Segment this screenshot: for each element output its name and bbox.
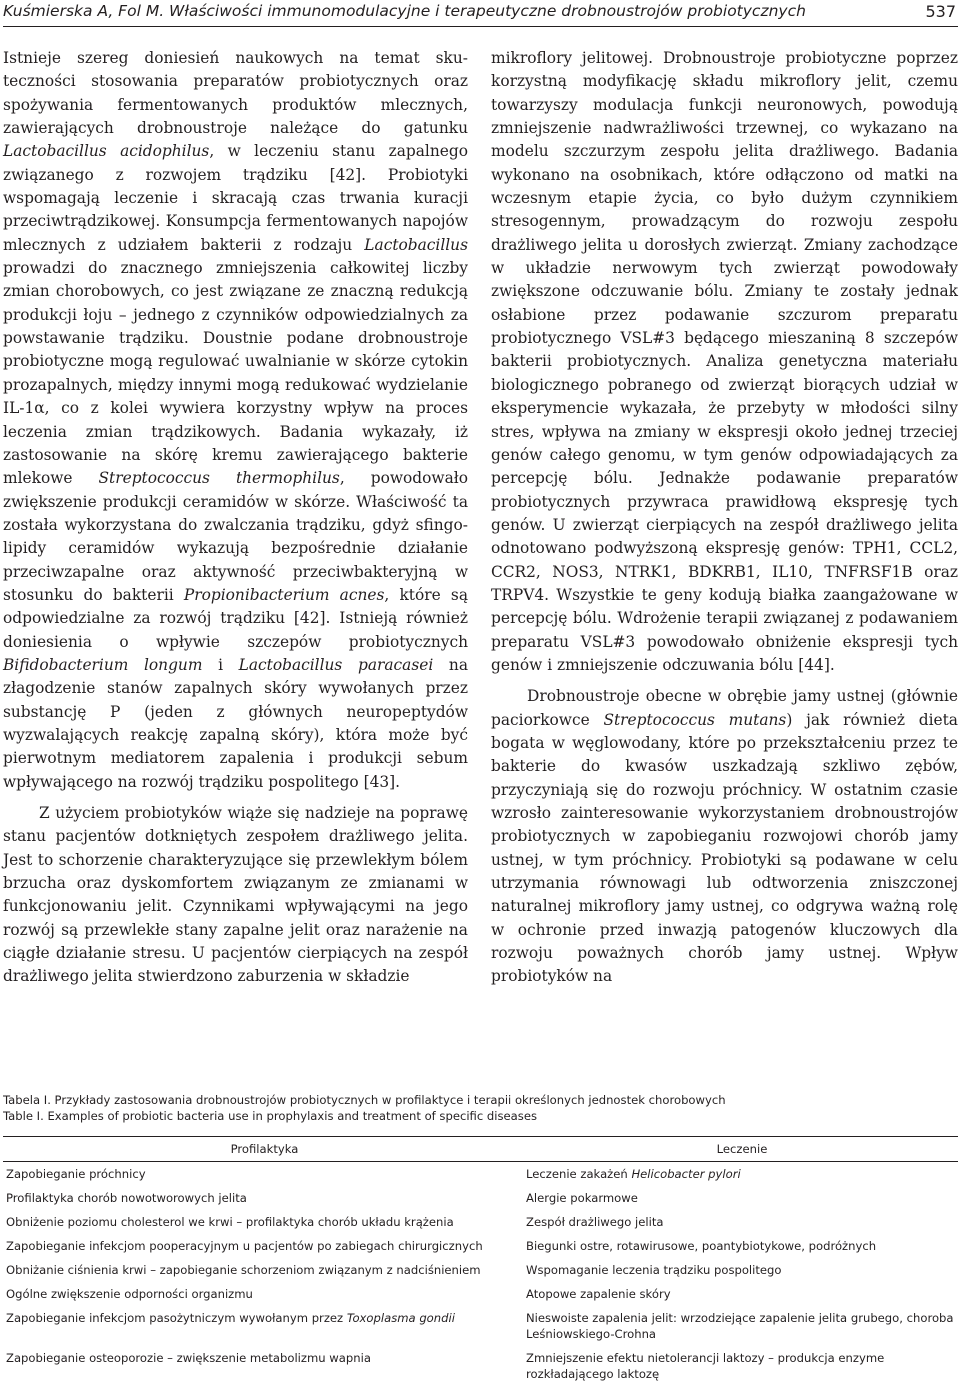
table-row (3, 1258, 958, 1282)
examples-table (3, 1136, 958, 1386)
table-caption-polish: Tabela I. Przykłady zastosowania drobnoustrojów probiotycznych w profilaktyce i terapii określonych jednostek chorobowych (3, 1093, 726, 1107)
right-text-column (491, 47, 958, 989)
treatment-cell: Nieswoiste zapalenia jelit: wrzodziejące zapalenie jelita grubego, choroba Leśniowskiego-Crohna (526, 1311, 954, 1341)
table-row (3, 1234, 958, 1258)
prophylaxis-cell: Profilaktyka chorób nowotworowych jelita (6, 1191, 247, 1205)
table-row (3, 1162, 958, 1187)
page-number: 537 (925, 2, 956, 21)
treatment-cell: Zmniejszenie efektu nietolerancji laktozy – produkcja enzyme rozkładającego laktozę (526, 1351, 885, 1381)
table-row (3, 1306, 958, 1346)
treatment-cell: Wspomaganie leczenia trądziku pospolitego (526, 1263, 782, 1277)
table-caption-english: Table I. Examples of probiotic bacteria use in prophylaxis and treatment of specific diseases (3, 1109, 537, 1123)
table-row (3, 1210, 958, 1234)
table-row (3, 1282, 958, 1306)
prophylaxis-cell: Obniżenie poziomu cholesterol we krwi – profilaktyka chorób układu krążenia (6, 1215, 454, 1229)
treatment-cell: Atopowe zapalenie skóry (526, 1287, 671, 1301)
prophylaxis-cell: Zapobieganie infekcjom pasożytniczym wywołanym przez Toxoplasma gondii (6, 1311, 455, 1325)
table-caption (3, 1092, 958, 1124)
running-title: Kuśmierska A, Fol M. Właściwości immunomodulacyjne i terapeutyczne drobnoustrojów probiotycznych (3, 2, 806, 20)
treatment-cell: Leczenie zakażeń Helicobacter pylori (526, 1167, 741, 1181)
paragraph-gap (3, 794, 468, 802)
prophylaxis-cell: Zapobieganie próchnicy (6, 1167, 146, 1181)
right-column-paragraph: mikroflory jelitowej. Drobnoustroje probiotyczne poprzez korzystną modyfikację składu mikroflory jelit, czemu towarzyszy modulacja funkcji neuronowych, powodują zmniejszenie nadwrażliwości trzewnej, co wykazano na modelu szczurzym zespołu jelita drażliwego. Badania wykonano na osobnikach, które odłączono od matki na wczesnym etapie życia, co było dużym czynnikiem stresogennym, prowadzącym do rozwoju zespołu drażliwego jelita u dorosłych zwierząt. Zmiany zachodzące w układzie nerwowym tych zwierząt powodowały zwiększone odczuwanie bólu. Zmiany te zostały jednak osłabione przez podawanie szczurom preparatu probiotycznego VSL#3 będącego mieszaniną 8 szczepów bakterii probiotycznych. Analiza genetyczna materiału biologicznego pobranego od zwierząt biorących udział w eksperymencie wykazała, że przebyty w młodości silny stres, wpływa na zmiany w ekspresji około jednej trzeciej genów całego genomu, w tym genów odpowiadających za percepcję bólu. Jednakże podawanie preparatów probiotycznych przywraca prawidłową ekspresję tych genów. U zwierząt cierpiących na zespół drażliwego jelita odnotowano podwyższoną ekspresję genów: TPH1, CCL2, CCR2, NOS3, NTRK1, BDKRB1, IL10, TNFRSF1B oraz TRPV4. Wszystkie te geny kodują białka zaangażowane w percepcję bólu. Wdrożenie terapii związanej z podawaniem preparatu VSL#3 powodowało obniżenie ekspresji tych genów i zmniejszenie odczuwania bólu [44]. (491, 49, 958, 674)
prophylaxis-cell: Obniżanie ciśnienia krwi – zapobieganie schorzeniom związanym z nadciśnieniem (6, 1263, 481, 1277)
table-header-row (3, 1137, 958, 1162)
treatment-cell: Alergie pokarmowe (526, 1191, 638, 1205)
header-prophylaxis: Profilaktyka (3, 1137, 526, 1162)
left-column-paragraph: Z użyciem probiotyków wiąże się nadzieje na poprawę stanu pacjentów dotkniętych zespołem drażliwego jelita. Jest to schorzenie charakteryzujące się przewlekłym bólem brzucha oraz dyskomfortem związanym ze zmianami w funkcjonowaniu jelit. Czynnikami wpływającymi na jego rozwój są przewlekłe stany zapalne jelit oraz narażenie na ciągłe działanie stresu. U pacjentów cierpiących na zespół drażliwego jelita stwierdzono zaburzenia w składzie (3, 804, 468, 986)
table-row (3, 1346, 958, 1386)
prophylaxis-cell: Zapobieganie infekcjom pooperacyjnym u pacjentów po zabiegach chirurgicznych (6, 1239, 483, 1253)
table-row (3, 1186, 958, 1210)
left-text-column (3, 47, 468, 989)
right-column-paragraph: Drobnoustroje obecne w obrębie jamy ustnej (głównie paciorkowce Streptococcus mutans) jak również dieta bogata w węglowodany, które po przekształceniu przez te bakterie do kwasów uszkadzają szkliwo zębów, przyczyniają się do rozwoju próchnicy. W ostatnim czasie wzrosło zainteresowanie wykorzystaniem drobnoustrojów probiotycznych w zapobieganiu rozwojowi chorób jamy ustnej, w tym próchnicy. Probiotyki są podawane w celu utrzymania równowagi lub odtworzenia zniszczonej naturalnej mikroflory jamy ustnej, co odgrywa ważną rolę w ochronie przed inwazją patogenów kluczowych dla rozwoju poważnych chorób jamy ustnej. Wpływ probiotyków na (491, 687, 958, 986)
paragraph-gap (491, 677, 958, 685)
left-column-paragraph: Istnieje szereg doniesień naukowych na temat skuteczności stosowania preparatów probiotycznych oraz spożywania fermentowanych produktów mlecznych, zawierających drobnoustroje należące do gatunku Lactobacillus acidophilus, w leczeniu stanu zapalnego związanego z rozwojem trądziku [42]. Probiotyki wspomagają leczenie i skracają czas trwania kuracji przeciwtrądzikowej. Konsumpcja fermentowanych napojów mlecznych z udziałem bakterii z rodzaju Lactobacillus prowadzi do znacznego zmniejszenia całkowitej liczby zmian chorobowych, co jest związane ze znaczną redukcją produkcji łoju – jednego z czynników odpowiedzialnych za powstawanie trądziku. Doustnie podane drobnoustroje probiotyczne mogą regulować uwalnianie w skórze cytokin prozapalnych, między innymi mogą redukować wydzielanie IL-1α, co z kolei wywiera korzystny wpływ na proces leczenia zmian trądzikowych. Badania wykazały, iż zastosowanie na skórę kremu zawierającego bakterie mlekowe Streptococcus thermophilus, powodowało zwiększenie produkcji ceramidów w skórze. Właściwość ta została wykorzystana do zwalczania trądziku, gdyż sfingolipidy ceramidów wykazują bezpośrednie działanie przeciwzapalne oraz aktywność przeciwbakteryjną w stosunku do bakterii Propionibacterium acnes, które są odpowiedzialne za rozwój trądziku [42]. Istnieją również doniesienia o wpływie szczepów probiotycznych Bifidobacterium longum i Lactobacillus paracasei na złagodzenie stanów zapalnych skóry wywołanych przez substancję P (jeden z głównych neuropeptydów wyzwalających reakcję zapalną skóry), która może być pierwotnym mediatorem zapalenia i produkcji sebum wpływającego na rozwój trądziku pospolitego [43]. (3, 49, 468, 791)
header-treatment: Leczenie (526, 1137, 958, 1162)
prophylaxis-cell: Zapobieganie osteoporozie – zwiększenie metabolizmu wapnia (6, 1351, 371, 1365)
treatment-cell: Biegunki ostre, rotawirusowe, poantybiotykowe, podróżnych (526, 1239, 877, 1253)
running-header (3, 0, 958, 27)
treatment-cell: Zespół drażliwego jelita (526, 1215, 664, 1229)
prophylaxis-cell: Ogólne zwiększenie odporności organizmu (6, 1287, 253, 1301)
